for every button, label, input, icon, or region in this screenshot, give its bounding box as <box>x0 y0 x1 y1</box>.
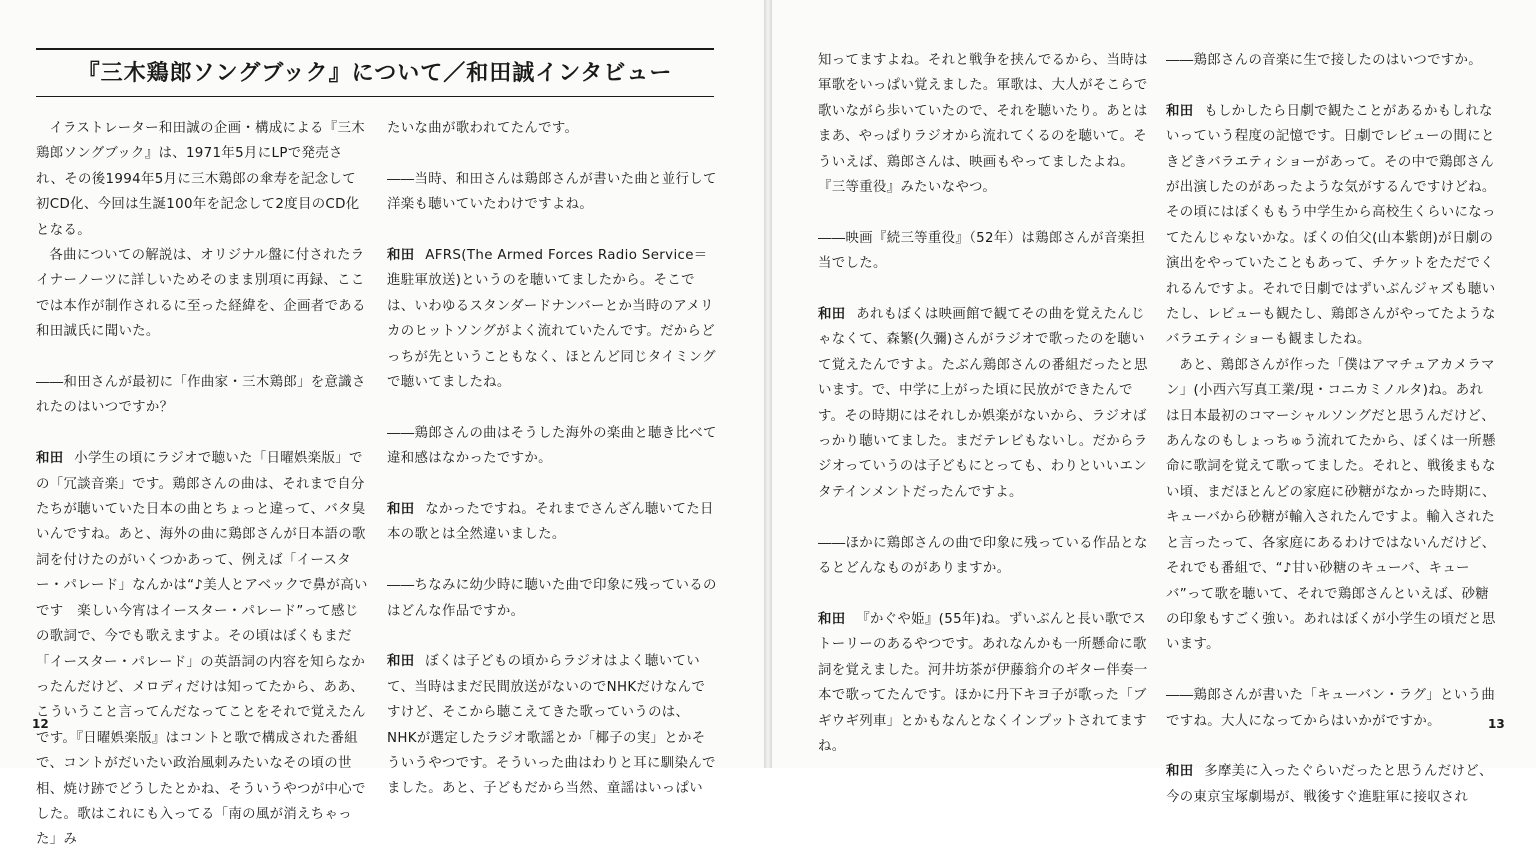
intro-paragraph-2: 各曲についての解説は、オリジナル盤に付されたライナーノーツに詳しいためそのまま別項に再録、ここでは本作が制作されるに至った経緯を、企画者である和田誠氏に聞いた。 <box>36 248 366 340</box>
answer-5-text: あれもぼくは映画館で観てその曲を覚えたんじゃなくて、森繁(久彌)さんがラジオで歌ったのを聴いて覚えたんですよ。たぶん鶏郎さんの番組だったと思います。で、中学に上がった頃に民放ができたんです。その時期にはそれしか娯楽がないから、ラジオばっかり聴いてました。まだテレビもないし。だからラジオっていうのは子どもにとっても、わりといいエンタテインメントだったんですよ。 <box>818 307 1148 500</box>
question-4: ――ちなみに幼少時に聴いた曲で印象に残っているのはどんな作品ですか。 <box>387 578 717 619</box>
answer-3-text: なかったですね。それまでさんざん聴いてた日本の歌とは全然違いました。 <box>387 502 714 543</box>
title-rule-bottom <box>36 96 714 97</box>
answer-6 <box>818 607 1150 759</box>
speaker-label: 和田 <box>387 502 415 518</box>
speaker-label: 和田 <box>818 611 846 627</box>
question-7: ――鶏郎さんの音楽に生で接したのはいつですか。 <box>1166 53 1483 68</box>
question-2: ――当時、和田さんは鶏郎さんが書いた曲と並行して洋楽も聴いていたわけですよね。 <box>387 171 717 213</box>
answer-5 <box>818 302 1150 505</box>
column-4 <box>1166 48 1496 810</box>
question-1: ――和田さんが最初に「作曲家・三木鶏郎」を意識されたのはいつですか？ <box>36 375 366 416</box>
answer-7-paragraph-2: あと、鶏郎さんが作った「僕はアマチュアカメラマン」(小西六写真工業/現・コニカミノルタ)ね。あれは日本最初のコマーシャルソングだと思うんだけど、あんなのもしょっちゅう流れてたから、ぼくは一所懸命に歌詞を覚えて歌ってました。それと、戦後まもない頃、まだほとんどの家庭に砂糖がなかった時期に、キューバから砂糖が輸入されたんですよ。輸入されたと言ったって、各家庭にあるわけではないんだけど、それでも番組で、“♪甘い砂糖のキューバ、キューバ”って歌を聴いて、それで鶏郎さんといえば、砂糖の印象もすごく強い。あれはぼくが小学生の頃だと思います。 <box>1166 357 1496 653</box>
column-2 <box>387 116 717 802</box>
answer-1 <box>36 446 368 853</box>
page-number-left: 12 <box>32 717 49 731</box>
question-5: ――映画『続三等重役』（52年）は鶏郎さんが音楽担当でした。 <box>818 230 1146 272</box>
answer-4-continued: 知ってますよね。それと戦争を挟んでるから、当時は軍歌をいっぱい覚えました。軍歌は、大人がそこらで歌いながら歩いていたので、それを聴いたり。あとはまあ、やっぱりラジオから流れてくるのを聴いて。そういえば、鶏郎さんは、映画もやってましたよね。『三等重役』みたいなやつ。 <box>818 53 1148 196</box>
answer-8-text: 多摩美に入ったぐらいだったと思うんだけど、今の東京宝塚劇場が、戦後すぐ進駐軍に接収され <box>1166 764 1493 805</box>
answer-7-text: もしかしたら日劇で観たことがあるかもしれないっていう程度の記憶です。日劇でレビューの間にときどきバラエティショーがあって。その中で鶏郎さんが出演したのがあったような気がするんですけどね。その頃にはぼくももう中学生から高校生くらいになってたんじゃないかな。ぼくの伯父(山本紫朗)が日劇の演出をやっていたこともあって、チケットをただでくれるんですよ。それで日劇ではずいぶんジャズも聴いたし、レビューも観たし、鶏郎さんがやってたようなバラエティショーも観ましたね。 <box>1166 103 1496 348</box>
answer-8 <box>1166 759 1496 810</box>
answer-4-text: ぼくは子どもの頃からラジオはよく聴いていて、当時はまだ民間放送がないのでNHKだけなんですけど、そこから聴こえてきた歌っていうのは、NHKが選定したラジオ歌謡とか「椰子の実」とかそういうやつです。そういった曲はわりと耳に馴染んでました。あと、子どもだから当然、童謡はいっぱい <box>387 654 716 797</box>
column-1 <box>36 116 368 853</box>
question-6: ――ほかに鶏郎さんの曲で印象に残っている作品となるとどんなものがありますか。 <box>818 535 1148 577</box>
speaker-label: 和田 <box>387 248 415 263</box>
speaker-label: 和田 <box>818 307 846 323</box>
answer-1-continued: たいな曲が歌われてたんです。 <box>387 121 579 136</box>
left-page <box>0 0 764 848</box>
answer-2 <box>387 243 717 395</box>
page-number-right: 13 <box>1488 717 1505 731</box>
answer-2-text: AFRS(The Armed Forces Radio Service＝進駐軍放送)というのを聴いてましたから。そこでは、いわゆるスタンダードナンバーとか当時のアメリカのヒットソングがよく流れていたんです。だからどっちが先ということもなく、ほとんど同じタイミングで聴いてましたね。 <box>387 248 716 391</box>
right-page <box>772 0 1536 805</box>
answer-7 <box>1166 99 1496 353</box>
speaker-label: 和田 <box>1166 764 1194 780</box>
title-rule-top <box>36 48 714 50</box>
answer-3 <box>387 497 717 548</box>
answer-6-text: 『かぐや姫』(55年)ね。ずいぶんと長い歌でストーリーのあるやつです。あれなんかも一所懸命に歌詞を覚えました。河井坊茶が伊藤翁介のギター伴奏一本で歌ってたんです。ほかに丹下キヨ子が歌った「ブギウギ列車」とかもなんとなくインプットされてますね。 <box>818 611 1148 754</box>
article-title: 『三木鶏郎ソングブック』について／和田誠インタビュー <box>77 61 673 86</box>
answer-4 <box>387 649 717 801</box>
column-3 <box>818 48 1150 759</box>
speaker-label: 和田 <box>387 654 415 670</box>
answer-1-text: 小学生の頃にラジオで聴いた「日曜娯楽版」での「冗談音楽」です。鶏郎さんの曲は、それまで自分たちが聴いていた日本の曲とちょっと違って、バタ臭いんですね。あと、海外の曲に鶏郎さんが日本語の歌詞を付けたのがいくつかあって、例えば「イースター・パレード」なんかは“♪美人とアベックで鼻が高いです 楽しい今宵はイースター・パレード”って感じの歌詞で、今でも歌えますよ。その頃はぼくもまだ「イースター・パレード」の英語詞の内容を知らなかったんだけど、メロディだけは知ってたから、ああ、こういうこと言ってんだなってことをそれで覚えたんです。『日曜娯楽版』はコントと歌で構成された番組で、コントがだいたい政治風刺みたいなその頃の世相、焼け跡でどうしたとかね、そういうやつが中心でした。歌はこれにも入ってる「南の風が消えちゃった」み <box>36 451 368 848</box>
question-8: ――鶏郎さんが書いた「キューバン・ラグ」という曲ですね。大人になってからはいかがですか。 <box>1166 688 1496 729</box>
speaker-label: 和田 <box>36 451 64 467</box>
book-gutter <box>764 0 772 768</box>
question-3: ――鶏郎さんの曲はそうした海外の楽曲と聴き比べて違和感はなかったですか。 <box>387 425 717 467</box>
intro-paragraph-1: イラストレーター和田誠の企画・構成による『三木鶏郎ソングブック』は、1971年5月にLPで発売され、その後1994年5月に三木鶏郎の傘寿を記念して初CD化、今回は生誕100年を記念して2度目のCD化となる。 <box>36 121 366 238</box>
speaker-label: 和田 <box>1166 103 1194 119</box>
